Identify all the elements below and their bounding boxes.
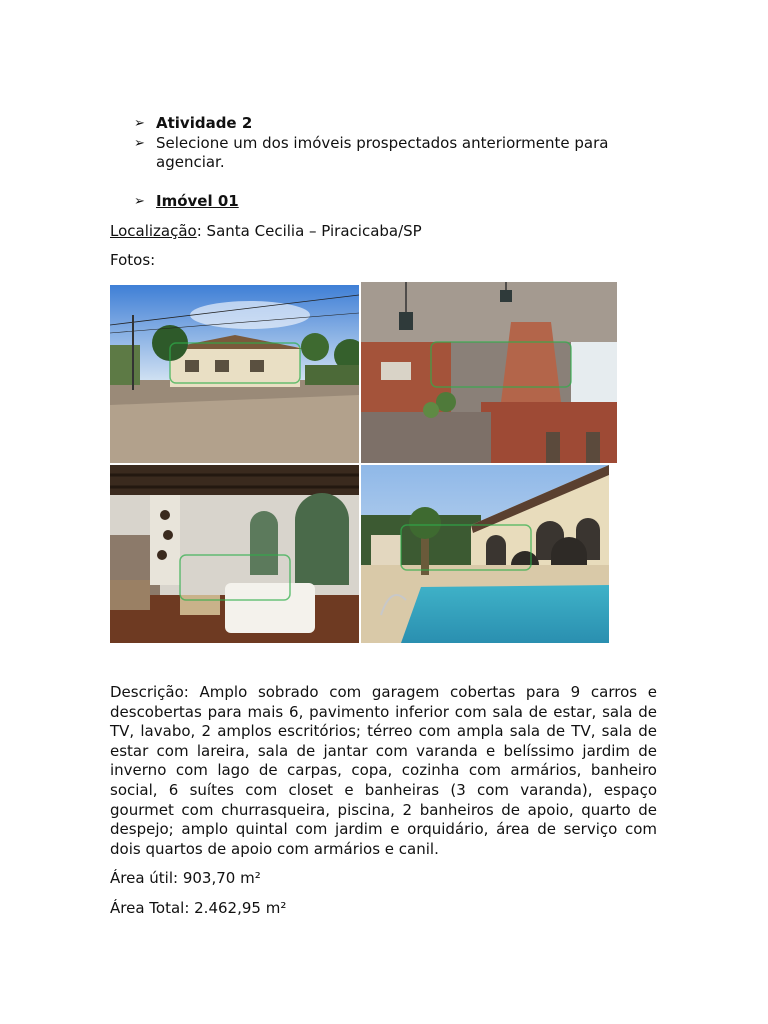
- house-facade-photo: [110, 285, 359, 463]
- pool-photo: [361, 465, 609, 643]
- total-area: Área Total: 2.462,95 m²: [110, 899, 287, 917]
- useful-area: Área útil: 903,70 m²: [110, 869, 261, 887]
- property-description: Descrição: Amplo sobrado com garagem cobertas para 9 carros e descobertas para mais 6, pavimento inferior com sala de estar, sala de TV, lavabo, 2 amplos escritórios; térreo com ampla sala de TV, sala de estar com lareira, sala de jantar com varanda e belíssimo jardim de inverno com lago de carpas, copa, cozinha com armários, banheiro social, 6 suítes com closet e banheiras (3 com varanda), espaço gourmet com churrasqueira, piscina, 2 banheiros de apoio, quarto de despejo; amplo quintal com jardim e orquidário, área de serviço com dois quartos de apoio com armários e canil.: [110, 683, 657, 858]
- living-room-photo: [110, 465, 359, 643]
- property-heading: Imóvel 01: [156, 192, 239, 210]
- location-line: [110, 222, 422, 242]
- gourmet-area-photo: [361, 282, 617, 463]
- location-value: : Santa Cecilia – Piracicaba/SP: [196, 222, 422, 240]
- arrow-bullet-icon: ➢: [134, 136, 145, 151]
- photos-label: Fotos:: [110, 251, 156, 269]
- arrow-bullet-icon: ➢: [134, 194, 145, 209]
- activity-instruction: Selecione um dos imóveis prospectados anteriormente para agenciar.: [156, 134, 609, 171]
- location-label: Localização: [110, 222, 197, 240]
- arrow-bullet-icon: ➢: [134, 116, 145, 131]
- activity-title: Atividade 2: [156, 114, 253, 132]
